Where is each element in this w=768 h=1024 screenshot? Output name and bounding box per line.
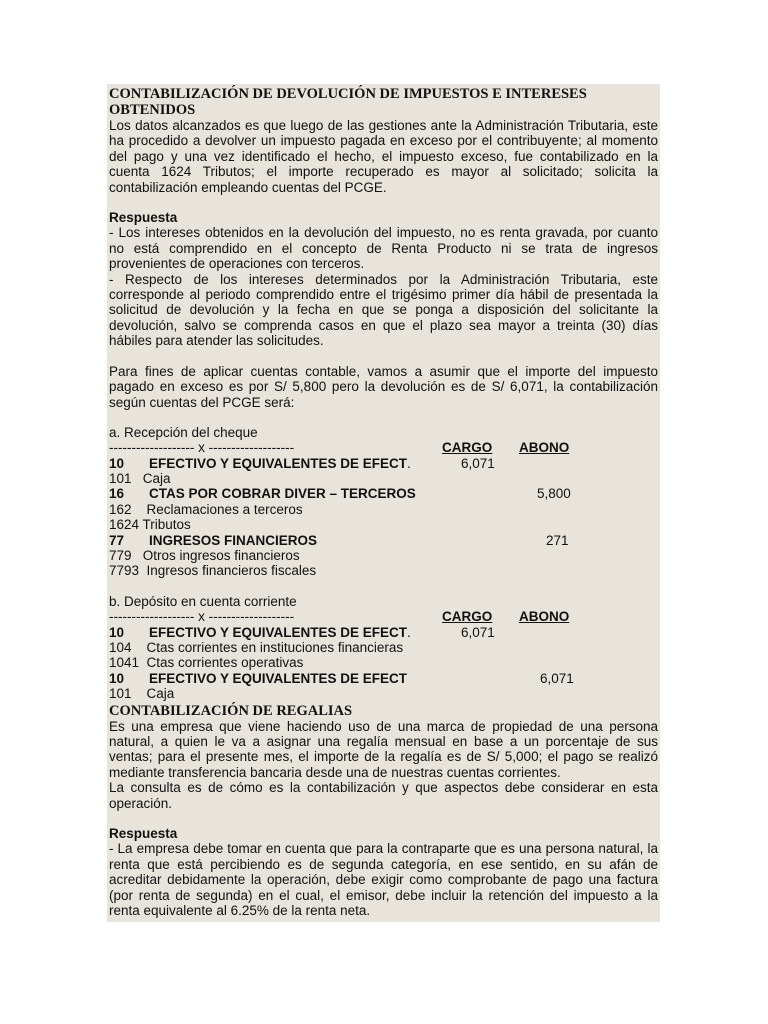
account-name: INGRESOS FINANCIEROS: [149, 532, 318, 548]
entry-a-line-1624: [109, 517, 658, 532]
intro-paragraph: Los datos alcanzados es que luego de las gestiones ante la Administración Tributaria, este ha procedido a devolver un impuesto pagada en exceso por el contribuyente; al momento del pago y una vez identificado el hecho, el impuesto exceso, fue contabilizado en la cuenta 1624 Tributos; el importe recuperado es mayor al solicitado; solicita la contabilización empleando cuentas del PCGE.: [109, 118, 658, 195]
entry-a-line-10: [109, 456, 658, 471]
account-code: 10: [109, 455, 125, 471]
entry-b-line-101: [109, 686, 658, 701]
account-code: 10: [109, 624, 125, 640]
entry-separator: ------------------- x -------------------: [109, 609, 295, 625]
regalias-respuesta-heading: Respuesta: [109, 826, 178, 842]
entry-a-line-101: [109, 471, 658, 486]
subaccount: 7793 Ingresos financieros fiscales: [109, 563, 317, 579]
entry-a-label: a. Recepción del cheque: [109, 424, 258, 440]
entry-b-line-10: [109, 625, 658, 640]
section-title-devolucion: CONTABILIZACIÓN DE DEVOLUCIÓN DE IMPUESTOS E INTERESES OBTENIDOS: [109, 86, 587, 118]
subaccount: 162 Reclamaciones a terceros: [109, 501, 303, 517]
entry-a-line-77: [109, 533, 658, 548]
account-name: CTAS POR COBRAR DIVER – TERCEROS: [149, 486, 416, 502]
respuesta-item-2: - Respecto de los intereses determinados por la Administración Tributaria, este corresponde al periodo comprendido entre el trigésimo primer día hábil de presentada la solicitud de devolución y la fecha en que se ponga a disposición del solicitante la devolución, salvo se comprenda casos en que el plazo sea mayor a treinta (30) días hábiles para atender las solicitudes.: [109, 271, 658, 349]
entry-a-line-779: [109, 548, 658, 563]
cargo-value: 6,071: [461, 455, 495, 471]
entry-b-line-10-abono: [109, 671, 658, 686]
document-page: [107, 84, 660, 922]
entry-b-header: [109, 609, 658, 624]
abono-header: ABONO: [519, 609, 570, 625]
account-code: 16: [109, 486, 125, 502]
subaccount: 1041 Ctas corrientes operativas: [109, 655, 304, 671]
abono-value: 6,071: [540, 670, 574, 686]
entry-b-line-104: [109, 640, 658, 655]
cargo-header: CARGO: [442, 440, 493, 456]
regalias-intro: Es una empresa que viene haciendo uso de una marca de propiedad de una persona natural, a quien le va a asignar una regalía mensual en base a un porcentaje de sus ventas; para el presente mes, el importe de la regalía es de S/ 5,000; el pago se realizó mediante transferencia bancaria desde una de nuestras cuentas corrientes.: [109, 718, 658, 780]
respuesta-heading: Respuesta: [109, 210, 178, 226]
respuesta-item-1: - Los intereses obtenidos en la devolución del impuesto, no es renta gravada, por cuanto no está comprendido en el concepto de Renta Producto ni se trata de ingresos provenientes de operaciones con terceros.: [109, 225, 658, 272]
section-title-regalias: CONTABILIZACIÓN DE REGALIAS: [109, 702, 353, 719]
abono-value: 5,800: [537, 486, 571, 502]
account-code: 77: [109, 532, 125, 548]
entry-b-line-1041: [109, 655, 658, 670]
abono-value: 271: [546, 532, 569, 548]
entry-a-line-7793: [109, 563, 658, 578]
cargo-header: CARGO: [442, 609, 493, 625]
subaccount: 779 Otros ingresos financieros: [109, 548, 300, 564]
regalias-respuesta-item-1: - La empresa debe tomar en cuenta que para la contraparte que es una persona natural, la renta que está percibiendo es de segunda categoría, en ese sentido, en su afán de acreditar debidamente la operación, debe exigir como comprobante de pago una factura (por renta de segunda) en el cual, el emisor, debe incluir la retención del impuesto a la renta equivalente al 6.25% de la renta neta.: [109, 841, 658, 919]
entry-separator: ------------------- x -------------------: [109, 440, 295, 456]
account-name: EFECTIVO Y EQUIVALENTES DE EFECT.: [149, 624, 411, 640]
entry-a-line-162: [109, 502, 658, 517]
entry-b-label: b. Depósito en cuenta corriente: [109, 593, 297, 609]
entry-a-header: [109, 440, 658, 455]
entry-a-line-16: [109, 486, 658, 501]
assumption-paragraph: Para fines de aplicar cuentas contable, vamos a asumir que el importe del impuesto pagado en exceso es por S/ 5,800 pero la devolución es de S/ 6,071, la contabilización según cuentas del PCGE será:: [109, 363, 658, 410]
subaccount: 104 Ctas corrientes en instituciones financieras: [109, 640, 404, 656]
account-name: EFECTIVO Y EQUIVALENTES DE EFECT: [149, 670, 408, 686]
regalias-consulta: La consulta es de cómo es la contabilización y que aspectos debe considerar en esta operación.: [109, 780, 658, 811]
account-code: 10: [109, 670, 125, 686]
subaccount: 101 Caja: [109, 471, 171, 487]
abono-header: ABONO: [519, 440, 570, 456]
cargo-value: 6,071: [461, 624, 495, 640]
subaccount: 1624 Tributos: [109, 517, 191, 533]
account-name: EFECTIVO Y EQUIVALENTES DE EFECT.: [149, 455, 411, 471]
subaccount: 101 Caja: [109, 686, 175, 702]
